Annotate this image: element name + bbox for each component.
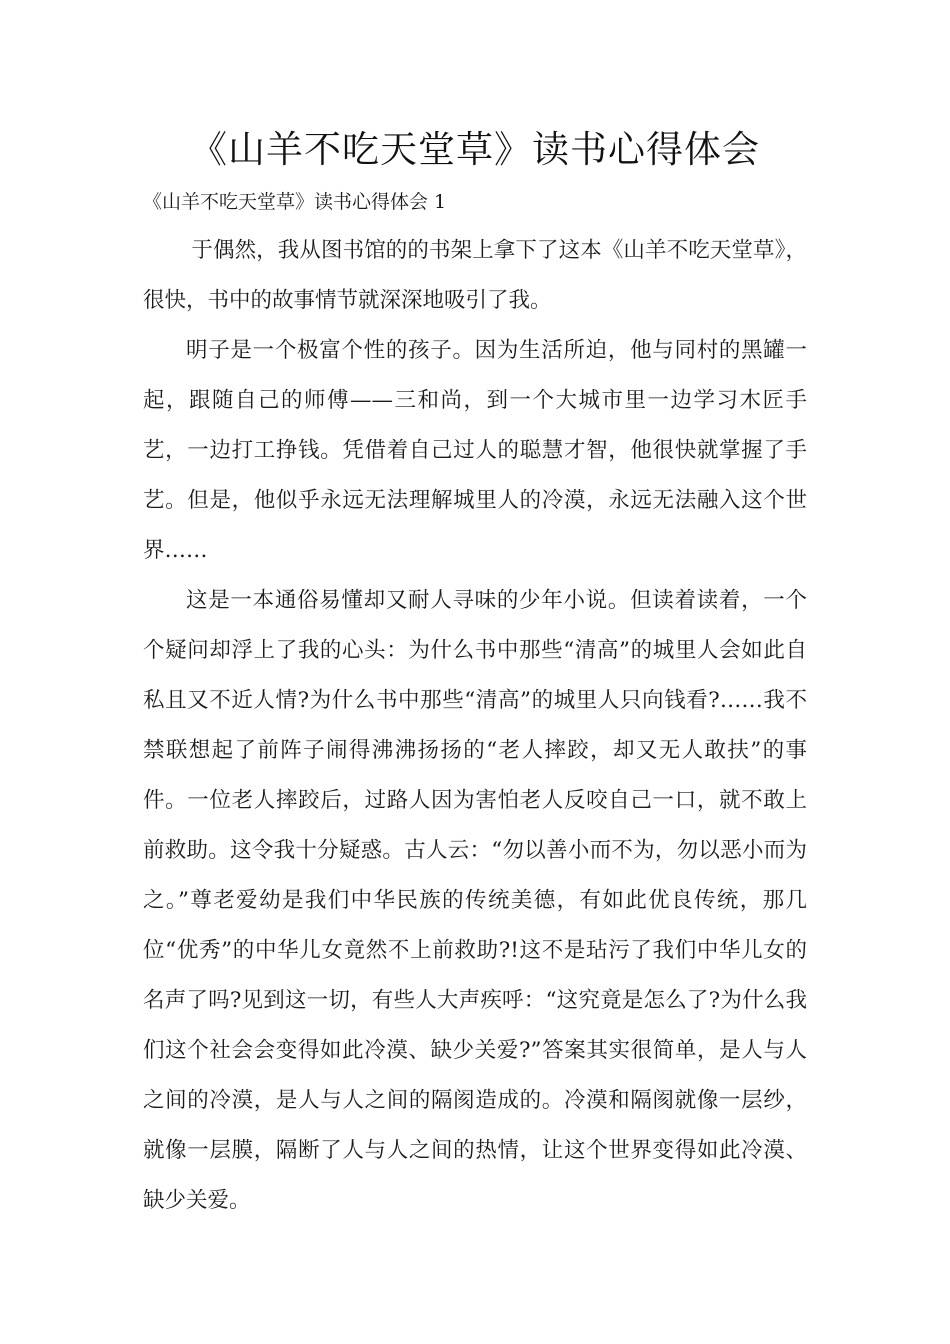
document-body	[143, 226, 807, 1226]
section-heading: 《山羊不吃天堂草》读书心得体会 1	[143, 191, 447, 213]
paragraph-3: 这是一本通俗易懂却又耐人寻味的少年小说。但读着读着，一个个疑问却浮上了我的心头：为什么书中那些“清高”的城里人会如此自私且又不近人情?为什么书中那些“清高”的城里人只向钱看?……我不禁联想起了前阵子闹得沸沸扬扬的“老人摔跤，却又无人敢扶”的事件。一位老人摔跤后，过路人因为害怕老人反咬自己一口，就不敢上前救助。这令我十分疑惑。古人云：“勿以善小而不为，勿以恶小而为之。”尊老爱幼是我们中华民族的传统美德，有如此优良传统，那几位“优秀”的中华儿女竟然不上前救助?!这不是玷污了我们中华儿女的名声了吗?见到这一切，有些人大声疾呼：“这究竟是怎么了?为什么我们这个社会会变得如此冷漠、缺少关爱?”答案其实很简单，是人与人之间的冷漠，是人与人之间的隔阂造成的。冷漠和隔阂就像一层纱，就像一层膜，隔断了人与人之间的热情，让这个世界变得如此冷漠、缺少关爱。	[143, 588, 807, 1213]
paragraph-1: 于偶然，我从图书馆的的书架上拿下了这本《山羊不吃天堂草》，很快，书中的故事情节就深深地吸引了我。	[143, 238, 807, 313]
paragraph-2: 明子是一个极富个性的孩子。因为生活所迫，他与同村的黑罐一起，跟随自己的师傅——三和尚，到一个大城市里一边学习木匠手艺，一边打工挣钱。凭借着自己过人的聪慧才智，他很快就掌握了手艺。但是，他似乎永远无法理解城里人的冷漠，永远无法融入这个世界……	[143, 338, 807, 563]
document-title: 《山羊不吃天堂草》读书心得体会	[190, 128, 760, 171]
